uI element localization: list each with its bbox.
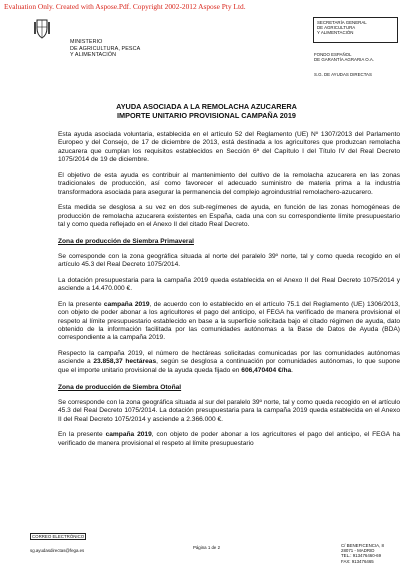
secretariat-line: DE AGRICULTURA [317,25,356,31]
paragraph: La dotación presupuestaria para la campaña 2019 queda establecida en el Anexo II del Real Decreto 1075/2014 y asciende a 14.470.000 €. [58,276,400,293]
address-line: TEL.: 913476460-69 [341,553,382,559]
bold-text: campaña 2019 [103,300,150,308]
section-heading: Zona de producción de Siembra Otoñal [58,384,182,392]
paragraph: Esta medida se desglosa a su vez en dos sub-regímenes de ayuda, en función de las zonas homogéneas de producción de remolacha azucarera existentes en España, cada una con su correspondiente límite presupuestario tal y como queda reflejado en el Anexo II del citado Real Decreto. [58,204,400,229]
page-number: Página 1 de 2 [192,545,221,550]
subdirectorate: S.G. DE AYUDAS DIRECTAS [314,72,372,77]
ministry-line: MINISTERIO [70,39,103,45]
paragraph: Se corresponde con la zona geográfica situada al sur del paralelo 39º norte, tal y como queda recogido en el artículo 45.3 del Real Decreto 1075/2014. La dotación presupuestaria para la campaña 2019 queda establecida en el Anexo II del Real Decreto 1075/2014 y asciende a 2.366.000 €. [58,398,400,423]
address-line: 28071 - MADRID [341,548,375,554]
paragraph [58,350,400,375]
ministry-line: Y ALIMENTACIÓN [70,52,117,59]
address-line: FAX: 913476465 [341,558,374,564]
coat-of-arms-icon [34,19,50,39]
fund-line: DE GARANTÍA AGRARIA O.A. [314,57,375,63]
section-heading: Zona de producción de Siembra Primaveral [58,238,194,246]
paragraph [58,301,400,343]
ministry-name [70,39,140,59]
text-run: , con objeto de poder abonar a los agricultores el pago del anticipo, el FEGA ha verificado de manera provisional el respeto al límite presupuestario [58,431,400,447]
document-title-line2: IMPORTE UNITARIO PROVISIONAL CAMPAÑA 2019 [117,111,296,120]
text-run: . [291,366,294,374]
secretariat-line: Y ALIMENTACIÓN [317,30,354,36]
paragraph: Se corresponde con la zona geográfica situada al norte del paralelo 39º norte, tal y como queda recogido en el artículo 45.3 del Real Decreto 1075/2014. [58,252,400,269]
address-line: C/ BENEFICENCIA, 8 [341,543,384,548]
paragraph: El objetivo de esta ayuda es contribuir al mantenimiento del cultivo de la remolacha azucarera en las zonas tradicionales de producción, así como favorecer el adecuado suministro de materia prima a la industria transformadora asociada para asegurar la permanencia del complejo agroindustrial remolachero-azucarero. [58,171,400,196]
bold-text: 23.858,37 hectáreas [93,358,157,366]
watermark-text: Evaluation Only. Created with Aspose.Pdf. Copyright 2002-2012 Aspose Pty Ltd. [4,2,246,11]
document-body [58,131,400,455]
email-label: CORREO ELECTRÓNICO [32,534,85,539]
text-run: En la presente [58,431,106,439]
document-title-line1: AYUDA ASOCIADA A LA REMOLACHA AZUCARERA [116,102,297,111]
email-address: sg.ayudasdirectas@fega.es [30,548,85,554]
secretariat-line: SECRETARÍA GENERAL [317,20,367,25]
ministry-line: DE AGRICULTURA, PESCA [70,45,141,52]
footer-contact [30,533,86,554]
text-run: En la presente [58,300,104,308]
bold-text: campaña 2019 [105,431,152,439]
bold-text: 606,470404 €/ha [241,366,292,374]
text-run: Respecto la campaña 2019, el número de hectáreas solicitadas comunicadas por las comunidades autónomas asciende a [58,350,400,366]
fund-line: FONDO ESPAÑOL [314,52,352,57]
secretariat-box [313,17,398,43]
text-run: , según se desglosa a continuación por comunidades autónomas, lo que supone que el importe unitario provisional de la ayuda queda fijado en [58,358,400,374]
paragraph: Esta ayuda asociada voluntaria, establecida en el artículo 52 del Reglamento (UE) Nº 1307/2013 del Parlamento Europeo y del Consejo, de 17 de diciembre de 2013, está destinada a los agricultores que produzcan remolacha azucarera que cumplan los requisitos establecidos en Sección 6ª del Capítulo I del Título IV del Real Decreto 1075/2014 de 19 de diciembre. [58,131,400,164]
paragraph [58,431,400,448]
fund-name [314,52,374,62]
footer-address [341,543,384,564]
text-run: , de acuerdo con lo establecido en el artículo 75.1 del Reglamento (UE) 1306/2013, con objeto de poder abonar a los agricultores el pago del anticipo, el FEGA ha verificado de manera provisional el respeto al límite presupuestario establecido en base a la superficie solicitada bajo el citado régimen de ayuda, dato obtenido de la información facilitada por las comunidades autónomas a la Base de Datos de Ayuda (BDA) correspondiente a la campaña 2019. [58,300,400,342]
